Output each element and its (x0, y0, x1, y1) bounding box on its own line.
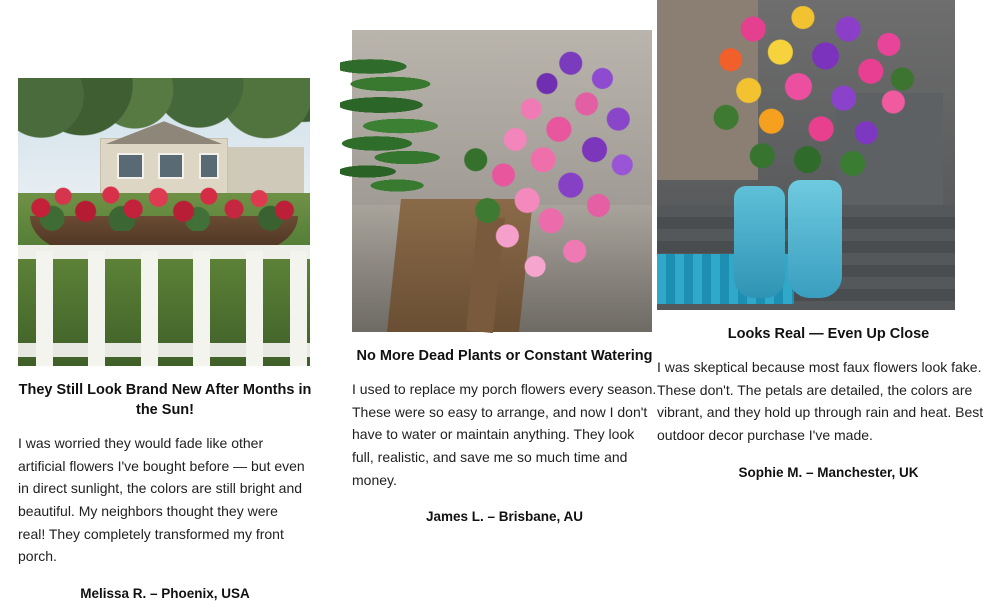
testimonial-attribution-3: Sophie M. – Manchester, UK (738, 464, 919, 480)
testimonial-attribution-1: Melissa R. – Phoenix, USA (80, 586, 250, 601)
testimonial-attribution-2: James L. – Brisbane, AU (425, 509, 584, 525)
testimonial-card-1 (0, 0, 312, 601)
photo-scene-fern-petunias (352, 30, 652, 332)
testimonial-title-3: Looks Real — Even Up Close (727, 326, 930, 342)
testimonial-image-2 (352, 30, 652, 332)
testimonial-title-1: They Still Look Brand New After Months in the Sun! (18, 382, 312, 418)
testimonial-image-3 (657, 0, 955, 310)
photo-scene-rain-boots (657, 0, 955, 310)
testimonial-body-2: I used to replace my porch flowers every season. These were so easy to arrange, and now I don't have to water or maintain anything. They look full, realistic, and save me so much time and money. (352, 381, 657, 488)
testimonial-title-2: No More Dead Plants or Constant Watering (356, 348, 653, 364)
photo-scene-house-railing (18, 78, 310, 366)
testimonial-body-3: I was skeptical because most faux flowers look fake. These don't. The petals are detailed, the colors are vibrant, and they hold up through rain and heat. Best outdoor decor purchase I've made. (657, 359, 984, 444)
testimonial-card-3 (657, 0, 1000, 480)
testimonial-image-1 (18, 78, 310, 366)
testimonial-card-2 (312, 0, 657, 524)
testimonial-body-1: I was worried they would fade like other artificial flowers I've bought before — but even in direct sunlight, the colors are still bright and beautiful. My neighbors thought they were real! They completely transformed my front porch. (18, 435, 305, 565)
